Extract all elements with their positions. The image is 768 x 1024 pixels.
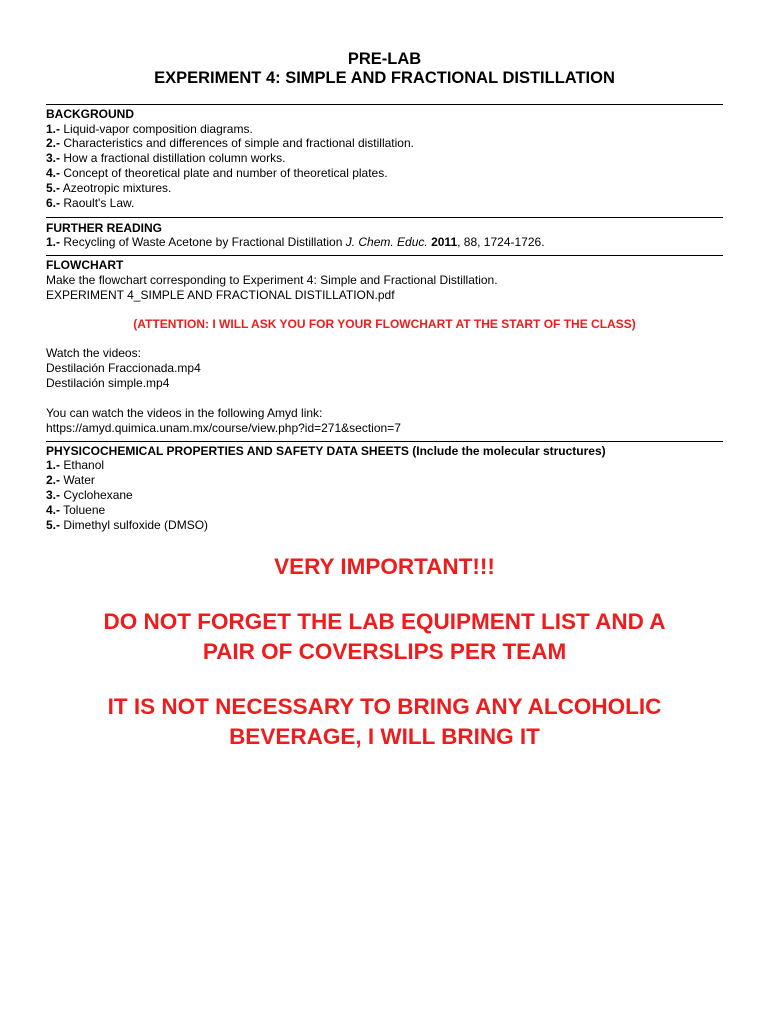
background-item: 1.- Liquid-vapor composition diagrams. <box>46 121 253 136</box>
doc-title-experiment: EXPERIMENT 4: SIMPLE AND FRACTIONAL DISTILLATION <box>154 69 615 87</box>
properties-item: 1.- Ethanol <box>46 458 105 473</box>
further-reading-item: 1.- Recycling of Waste Acetone by Fractional Distillation J. Chem. Educ. 2011, 88, 1724-1726. <box>46 235 545 250</box>
background-item: 2.- Characteristics and differences of simple and fractional distillation. <box>46 136 414 151</box>
properties-item: 3.- Cyclohexane <box>46 488 133 502</box>
further-reading-heading: FURTHER READING <box>46 220 162 235</box>
video-file-simple: Destilación simple.mp4 <box>46 375 170 390</box>
flowchart-instruction: Make the flowchart corresponding to Experiment 4: Simple and Fractional Distillation. <box>46 272 498 287</box>
properties-item: 2.- Water <box>46 473 95 488</box>
equipment-notice-line-1: DO NOT FORGET THE LAB EQUIPMENT LIST AND A <box>103 608 666 634</box>
flowchart-heading: FLOWCHART <box>46 258 124 273</box>
background-heading: BACKGROUND <box>46 107 134 121</box>
background-item: 6.- Raoult's Law. <box>46 196 135 211</box>
equipment-notice-line-2: PAIR OF COVERSLIPS PER TEAM <box>202 638 567 664</box>
document-page <box>46 50 723 752</box>
properties-heading: PHYSICOCHEMICAL PROPERTIES AND SAFETY DATA SHEETS (Include the molecular structures) <box>46 443 606 458</box>
background-item: 4.- Concept of theoretical plate and number of theoretical plates. <box>46 166 388 181</box>
background-item: 3.- How a fractional distillation column works. <box>46 151 286 166</box>
properties-item: 4.- Toluene <box>46 502 106 517</box>
beverage-notice-line-2: BEVERAGE, I WILL BRING IT <box>229 723 540 749</box>
flowchart-attention-notice: (ATTENTION: I WILL ASK YOU FOR YOUR FLOWCHART AT THE START OF THE CLASS) <box>133 316 636 331</box>
properties-list <box>46 458 723 533</box>
video-file-fractional: Destilación Fraccionada.mp4 <box>46 361 201 376</box>
properties-item: 5.- Dimethyl sulfoxide (DMSO) <box>46 517 209 532</box>
doc-title-prelab: PRE-LAB <box>347 50 422 68</box>
amyd-link-intro: You can watch the videos in the following Amyd link: <box>46 405 323 420</box>
background-list <box>46 122 723 211</box>
videos-intro: Watch the videos: <box>46 346 141 361</box>
beverage-notice-line-1: IT IS NOT NECESSARY TO BRING ANY ALCOHOLIC <box>107 693 662 719</box>
very-important-notice: VERY IMPORTANT!!! <box>274 553 495 579</box>
flowchart-file-name: EXPERIMENT 4_SIMPLE AND FRACTIONAL DISTILLATION.pdf <box>46 287 395 302</box>
amyd-link-url[interactable]: https://amyd.quimica.unam.mx/course/view.php?id=271&section=7 <box>46 420 401 435</box>
background-item: 5.- Azeotropic mixtures. <box>46 181 172 196</box>
